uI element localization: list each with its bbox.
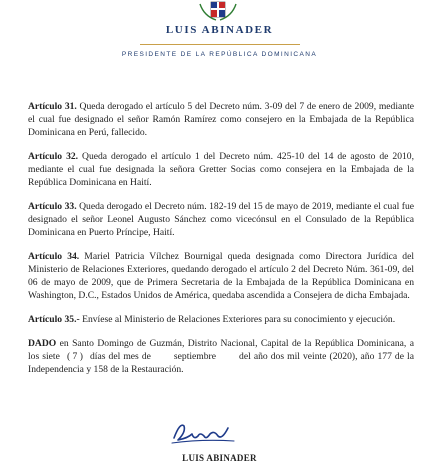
article-35 [28, 313, 414, 326]
day-number: ( 7 ) [66, 351, 83, 362]
article-33 [28, 200, 414, 239]
article-text: Envíese al Ministerio de Relaciones Exteriores para su conocimiento y ejecución. [79, 314, 396, 325]
article-label: Artículo 34. [28, 251, 80, 262]
article-label: Artículo 33. [28, 201, 77, 212]
article-label: Artículo 31. [28, 101, 77, 112]
dado-paragraph [28, 337, 414, 376]
article-32 [28, 150, 414, 189]
decree-body [28, 100, 414, 387]
article-label: Artículo 35.- [28, 314, 80, 325]
article-34 [28, 250, 414, 302]
article-31 [28, 100, 414, 139]
president-name-header: LUIS ABINADER [165, 24, 274, 36]
dado-text: del año dos mil veinte (2020), año 177 de la Independencia y 158 de la Restauración. [28, 351, 414, 375]
dado-text: en Santo Domingo de Guzmán, Distrito Nacional, Capital de la República Dominicana, a los [28, 338, 414, 362]
header-divider [140, 44, 300, 45]
article-text: Queda derogado el artículo 5 del Decreto núm. 3-09 del 7 de enero de 2009, mediante el cual fue designado el señor Ramón Ramírez como consejero en la Embajada de la República Dominicana en Perú, fallecido. [28, 101, 414, 138]
signatory-name: LUIS ABINADER [182, 453, 257, 463]
dado-label: DADO [28, 338, 57, 349]
article-text: Mariel Patricia Vílchez Bournigal queda designada como Directora Jurídica del Ministerio de Relaciones Exteriores, quedando derogado el artículo 2 del Decreto Núm. 361-09, del 06 de mayo de 2009, que de Primera Secretaria de la Embajada de la República Dominicana en Washington, D.C., Estados Unidos de América, quedaba ascendida a Consejera de dicha Embajada. [28, 251, 414, 301]
signature-icon [168, 416, 238, 448]
article-text: Queda derogado el Decreto núm. 182-19 del 15 de mayo de 2019, mediante el cual fue designado el señor Leonel Augusto Sánchez como vicecónsul en el Consulado de la República Dominicana en Puerto Príncipe, Haití. [28, 201, 414, 238]
president-title-header: PRESIDENTE DE LA REPÚBLICA DOMINICANA [121, 51, 318, 58]
coat-of-arms-icon [196, 0, 240, 22]
dado-text: días del mes de [86, 351, 154, 362]
article-text: Queda derogado el artículo 1 del Decreto núm. 425-10 del 14 de agosto de 2010, mediante el cual fue designada la señora Gretter Socias como consejera en la Embajada de la República Dominicana en Haití. [28, 151, 414, 188]
day-word: siete [42, 351, 60, 362]
article-label: Artículo 32. [28, 151, 79, 162]
month-field: septiembre [173, 351, 217, 362]
